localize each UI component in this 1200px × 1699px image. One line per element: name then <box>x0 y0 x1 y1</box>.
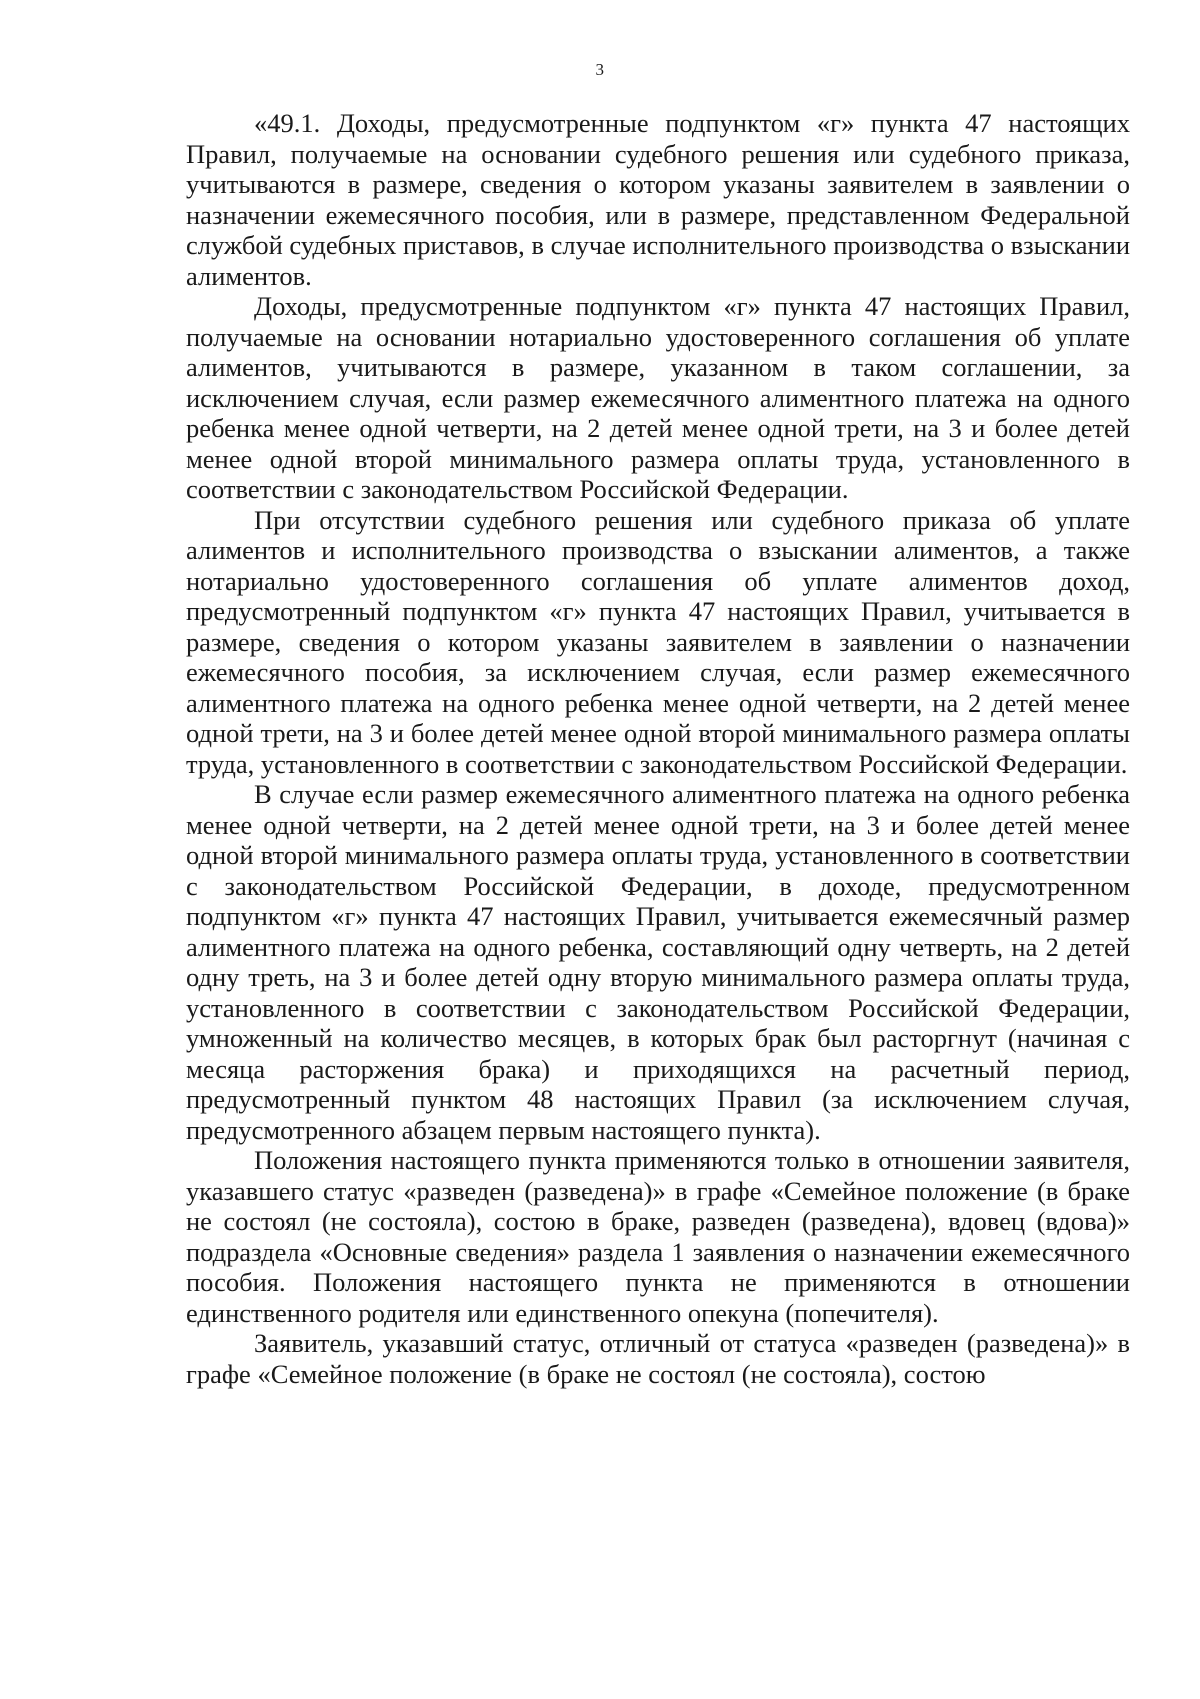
paragraph-alimony-minimum: В случае если размер ежемесячного алиментного платежа на одного ребенка менее одной четверти, на 2 детей менее одной трети, на 3 и более детей менее одной второй минимального размера оплаты труда, установленного в соответствии с законодательством Российской Федерации, в доходе, предусмотренном подпунктом «г» пункта 47 настоящих Правил, учитывается ежемесячный размер алиментного платежа на одного ребенка, составляющий одну четверть, на 2 детей одну треть, на 3 и более детей одну вторую минимального размера оплаты труда, установленного в соответствии с законодательством Российской Федерации, умноженный на количество месяцев, в которых брак был расторгнут (начиная с месяца расторжения брака) и приходящихся на расчетный период, предусмотренный пунктом 48 настоящих Правил (за исключением случая, предусмотренного абзацем первым настоящего пункта). <box>186 779 1130 1145</box>
document-body <box>186 108 1130 1389</box>
paragraph-no-court-decision: При отсутствии судебного решения или судебного приказа об уплате алиментов и исполнительного производства о взыскании алиментов, а также нотариально удостоверенного соглашения об уплате алиментов доход, предусмотренный подпунктом «г» пункта 47 настоящих Правил, учитывается в размере, сведения о котором указаны заявителем в заявлении о назначении ежемесячного пособия, за исключением случая, если размер ежемесячного алиментного платежа на одного ребенка менее одной четверти, на 2 детей менее одной трети, на 3 и более детей менее одной второй минимального размера оплаты труда, установленного в соответствии с законодательством Российской Федерации. <box>186 504 1130 779</box>
paragraph-49-1: «49.1. Доходы, предусмотренные подпунктом «г» пункта 47 настоящих Правил, получаемые на основании судебного решения или судебного приказа, учитываются в размере, сведения о котором указаны заявителем в заявлении о назначении ежемесячного пособия, или в размере, представленном Федеральной службой судебных приставов, в случае исполнительного производства о взыскании алиментов. <box>186 108 1130 291</box>
paragraph-other-status: Заявитель, указавший статус, отличный от статуса «разведен (разведена)» в графе «Семейное положение (в браке не состоял (не состояла), состою <box>186 1328 1130 1389</box>
paragraph-notarial-agreement: Доходы, предусмотренные подпунктом «г» пункта 47 настоящих Правил, получаемые на основании нотариально удостоверенного соглашения об уплате алиментов, учитываются в размере, указанном в таком соглашении, за исключением случая, если размер ежемесячного алиментного платежа на одного ребенка менее одной четверти, на 2 детей менее одной трети, на 3 и более детей менее одной второй минимального размера оплаты труда, установленного в соответствии с законодательством Российской Федерации. <box>186 291 1130 504</box>
paragraph-applicability: Положения настоящего пункта применяются только в отношении заявителя, указавшего статус «разведен (разведена)» в графе «Семейное положение (в браке не состоял (не состояла), состою в браке, разведен (разведена), вдовец (вдова)» подраздела «Основные сведения» раздела 1 заявления о назначении ежемесячного пособия. Положения настоящего пункта не применяются в отношении единственного родителя или единственного опекуна (попечителя). <box>186 1145 1130 1328</box>
page-number: 3 <box>595 60 605 79</box>
